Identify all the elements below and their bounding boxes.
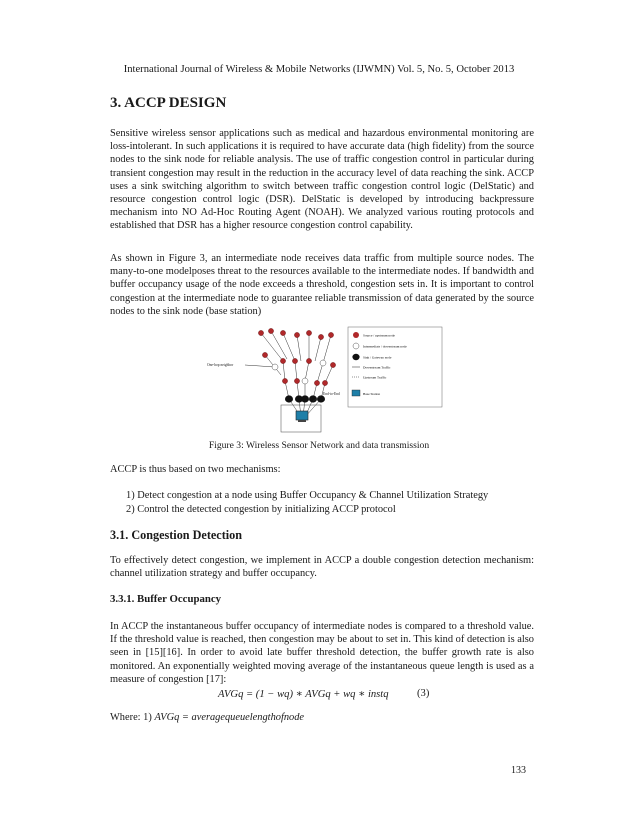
legend-base: Base Station [363, 392, 381, 396]
label-one-hop: One-hop neighbor [207, 363, 234, 367]
where-prefix: Where: 1) [110, 712, 155, 723]
network-diagram [245, 331, 333, 417]
section-title: 3. ACCP DESIGN [110, 95, 227, 111]
legend-intermediate-swatch [353, 343, 359, 349]
source-nodes [258, 328, 335, 385]
page-number: 133 [511, 765, 526, 776]
paragraph-buffer-occupancy: In ACCP the instantaneous buffer occupancy of intermediate nodes is compared to a threshold value. If the threshold value is reached, then congestion may be about to set in. This kind of detection is also seen in [15][16]. In order to avoid late buffer threshold detection, the buffer growth rate is also monitored. An exponentially weighted moving average of the instantaneous queue length is used as a measure of congestion [17]: [110, 621, 534, 685]
journal-header: International Journal of Wireless & Mobile Networks (IJWMN) Vol. 5, No. 5, October 2013 [123, 64, 515, 75]
sink-nodes [285, 395, 325, 402]
list-item: 2) Control the detected congestion by initializing ACCP protocol [126, 504, 396, 515]
where-line [110, 712, 304, 723]
legend-intermediate: Intermediate / downstream node [363, 344, 407, 349]
paragraph-detection: To effectively detect congestion, we implement in ACCP a double congestion detection mechanism: channel utilization strategy and buffer occupancy. [110, 555, 534, 580]
legend-base-swatch [352, 390, 360, 396]
label-end-to-end: End-to-End [323, 392, 340, 396]
equation-number: (3) [417, 688, 430, 699]
legend-upstream: Upstream Traffic [363, 375, 387, 380]
paragraph-accp-design: Sensitive wireless sensor applications such as medical and hazardous environmental monitoring are loss-intolerant. In such applications it is required to have accurate data (high fidelity) from the source nodes to the sink node for reliable analysis. The use of traffic congestion control in particular during transient congestion may result in the reduction in the accuracy level of data reaching the sink. ACCP uses a sink switching algorithm to switch between traffic congestion control logic (DelStatic) and resource congestion control logic (DSR). DelStatic is developed by introducing backpressure mechanism into NO Ad-Hoc Routing Agent (NOAH). We analyzed various routing protocols and established that DSR has a higher resource congestion control capability. [110, 128, 534, 232]
legend-downstream: Downstream Traffic [363, 365, 391, 370]
legend-source: Source / upstream node [363, 333, 395, 338]
subsection-congestion-detection: 3.1. Congestion Detection [110, 528, 243, 542]
figure-legend [348, 327, 442, 407]
where-definition: AVGq = averagequeuelengthofnode [154, 712, 305, 723]
wsn-figure [205, 325, 445, 433]
legend-sink: Sink / Gateway node [363, 355, 392, 360]
equation: AVGq = (1 − wq) ∗ AVGq + wq ∗ instq [218, 689, 389, 700]
mechanisms-intro: ACCP is thus based on two mechanisms: [110, 464, 281, 475]
legend-sink-swatch [352, 354, 359, 360]
paragraph-figure-intro: As shown in Figure 3, an intermediate node receives data traffic from multiple source nodes. The many-to-one modelposes threat to the resources available to the intermediate nodes. If bandwidth and buffer occupancy usage of the node exceeds a threshold, congestion sets in. It is important to control congestion at the intermediate node to guarantee reliable transmission of data generated by the source nodes to the sink node (base station) [110, 253, 534, 317]
list-item: 1) Detect congestion at a node using Buffer Occupancy & Channel Utilization Strategy [126, 490, 489, 501]
base-station-computer-icon [296, 411, 308, 422]
figure-caption: Figure 3: Wireless Sensor Network and data transmission [208, 440, 430, 451]
legend-source-swatch [353, 332, 359, 338]
subsection-buffer-occupancy: 3.3.1. Buffer Occupancy [110, 593, 222, 605]
mechanisms-list [126, 489, 488, 517]
